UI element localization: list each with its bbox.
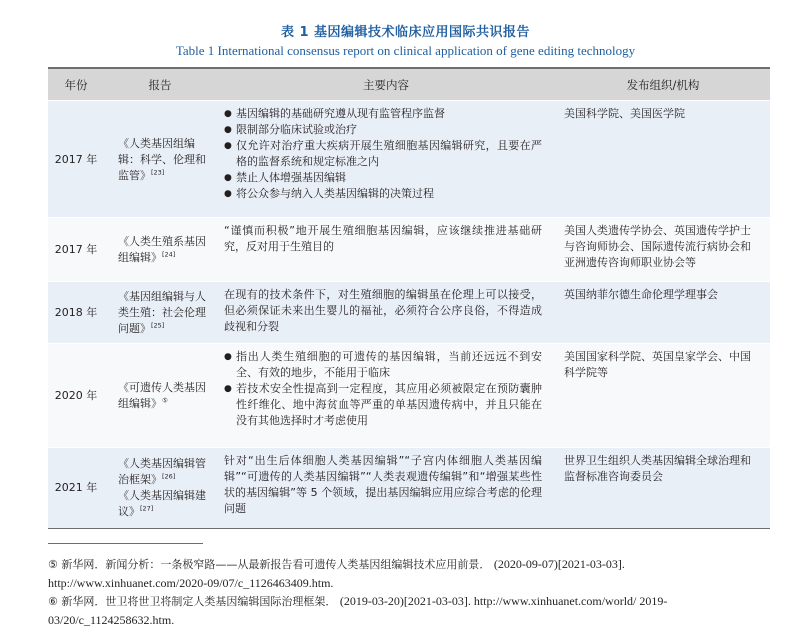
report-title: 《人类生殖系基因组编辑》: [118, 235, 206, 264]
bullet-icon: ●: [224, 384, 232, 394]
reference-mark: [25]: [151, 321, 165, 330]
content-bullet: ● 将公众参与纳入人类基因编辑的决策过程: [224, 187, 434, 200]
footnote-mark: ⑥: [48, 595, 58, 608]
footnote-6: [48, 592, 773, 630]
report-title: 《人类基因编辑管治框架》[26]: [118, 457, 206, 487]
content-bullet: ● 指出人类生殖细胞的可遗传的基因编辑，当前还远远不到安全、有效的地步，不能用于临床: [224, 350, 542, 379]
table-header-row: [48, 69, 770, 101]
consensus-report-table: [48, 69, 770, 528]
year-cell: 2020 年: [48, 344, 104, 448]
organization-cell: 世界卫生组织人类基因编辑全球治理和监督标准咨询委员会: [556, 448, 770, 528]
year-cell: 2021 年: [48, 448, 104, 528]
header-organization: 发布组织/机构: [556, 69, 770, 101]
report-cell: [104, 448, 216, 528]
footnote-source: 新华网．新闻分析：一条极窄路——从最新报告看可遗传人类基因组编辑技术应用前景．: [61, 558, 491, 571]
content-cell: “谨慎而积极”地开展生殖细胞基因编辑，应该继续推进基础研究，反对用于生殖目的: [216, 218, 556, 282]
organization-cell: 美国科学院、美国医学院: [556, 101, 770, 218]
footnote-source: 新华网．世卫将世卫将制定人类基因编辑国际治理框架．: [61, 595, 337, 608]
bullet-icon: ●: [224, 125, 232, 135]
bullet-icon: ●: [224, 189, 232, 199]
table-row: [48, 282, 770, 344]
year-cell: 2018 年: [48, 282, 104, 344]
table-caption-english: Table 1 International consensus report on clinical application of gene editing technology: [175, 43, 636, 58]
reference-mark: [24]: [162, 250, 176, 259]
table-row: [48, 344, 770, 448]
content-bullet: ● 禁止人体增强基因编辑: [224, 171, 346, 184]
report-title: 《可遗传人类基因组编辑》: [118, 381, 206, 410]
organization-cell: 英国纳菲尔德生命伦理学理事会: [556, 282, 770, 344]
footnote-citation: (2019-03-20)[2021-03-03]. http://www.xinhuanet.com/world/ 2019-03/20/c_1124258632.htm.: [48, 594, 668, 627]
table-row: [48, 448, 770, 528]
bullet-icon: ●: [224, 173, 232, 183]
organization-cell: 美国人类遗传学协会、英国遗传学护士与咨询师协会、国际遗传流行病协会和亚洲遗传咨询师职业协会等: [556, 218, 770, 282]
content-bullet: ● 限制部分临床试验或治疗: [224, 123, 357, 136]
year-cell: 2017 年: [48, 218, 104, 282]
content-cell: 在现有的技术条件下，对生殖细胞的编辑虽在伦理上可以接受，但必须保证未来出生婴儿的福祉，必须符合公序良俗，不得造成歧视和分裂: [216, 282, 556, 344]
report-title: 《人类基因编辑建议》[27]: [118, 489, 206, 519]
table-row: [48, 218, 770, 282]
footnote-citation: (2020-09-07)[2021-03-03]. http://www.xinhuanet.com/2020-09/07/c_1126463409.htm.: [48, 557, 625, 590]
header-year: 年份: [48, 69, 104, 101]
header-report: 报告: [104, 69, 216, 101]
reference-mark: [23]: [151, 167, 165, 176]
bullet-icon: ●: [224, 141, 232, 151]
table-row: [48, 101, 770, 218]
reference-mark: [27]: [140, 504, 154, 513]
report-cell: [104, 344, 216, 448]
header-content: 主要内容: [216, 69, 556, 101]
reference-mark: ⑤: [162, 396, 168, 405]
bullet-icon: ●: [224, 352, 232, 362]
content-cell: [216, 344, 556, 448]
report-title: 《基因组编辑与人类生殖：社会伦理问题》: [118, 290, 206, 335]
report-title: 《人类基因组编辑：科学、伦理和监管》: [118, 136, 206, 182]
footnote-separator: [48, 543, 203, 544]
table-caption-chinese: 表 1 基因编辑技术临床应用国际共识报告: [280, 25, 531, 40]
content-cell: [216, 101, 556, 218]
report-cell: [104, 282, 216, 344]
year-cell: 2017 年: [48, 101, 104, 218]
footnote-5: [48, 555, 773, 593]
bullet-icon: ●: [224, 109, 232, 119]
content-bullet: ● 仅允许对治疗重大疾病开展生殖细胞基因编辑研究，且要在严格的监督系统和规定标准之内: [224, 139, 542, 168]
footnote-mark: ⑤: [48, 558, 58, 571]
content-bullet: ● 基因编辑的基础研究遵从现有监管程序监督: [224, 107, 445, 120]
content-bullet: ● 若技术安全性提高到一定程度，其应用必须被限定在预防囊肿性纤维化、地中海贫血等严重的单基因遗传病中，并且只能在没有其他选择时才考虑使用: [224, 382, 542, 427]
reference-mark: [26]: [162, 472, 176, 481]
content-cell: 针对“出生后体细胞人类基因编辑”“子宫内体细胞人类基因编辑”“可遗传的人类基因编辑”“人类表观遗传编辑”和“增强某些性状的基因编辑”等 5 个领域，提出基因编辑应用应综合考虑的伦理问题: [216, 448, 556, 528]
table-bottom-rule: [48, 528, 770, 529]
organization-cell: 美国国家科学院、英国皇家学会、中国科学院等: [556, 344, 770, 448]
report-cell: [104, 218, 216, 282]
report-cell: [104, 101, 216, 218]
